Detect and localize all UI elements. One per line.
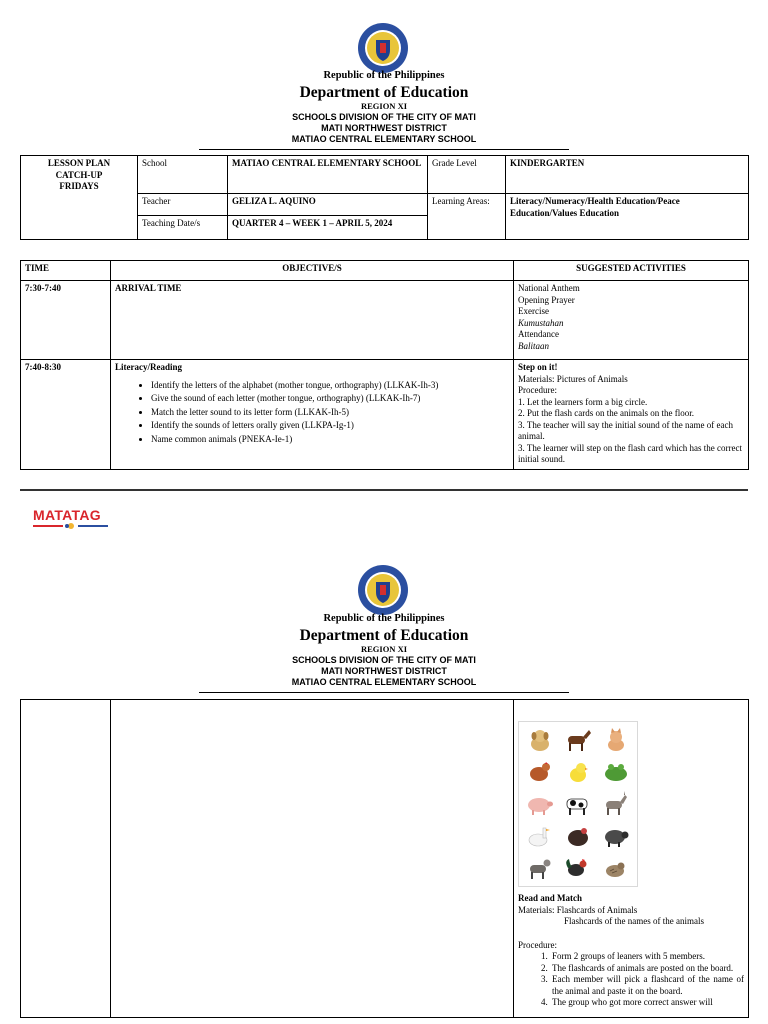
learning-areas-label: Learning Areas: — [428, 194, 506, 240]
district-heading-page2: MATI NORTHWEST DISTRICT — [321, 666, 447, 676]
activity-item: Kumustahan — [518, 317, 564, 328]
grade-level-value: KINDERGARTEN — [506, 156, 749, 194]
row2-activities — [514, 360, 749, 470]
procedure-step: 2. The flashcards of animals are posted on the board. — [550, 963, 744, 975]
animal-pictures-grid — [518, 721, 638, 887]
teacher-value: GELIZA L. AQUINO — [228, 194, 428, 216]
puppy-icon — [522, 725, 558, 755]
department-heading: Department of Education — [299, 84, 469, 101]
kitten-icon — [598, 725, 634, 755]
hen-icon — [522, 757, 558, 787]
lesson-plan-title: LESSON PLAN CATCH-UP FRIDAYS — [21, 156, 138, 240]
division-heading: SCHOOLS DIVISION OF THE CITY OF MATI — [292, 112, 476, 122]
republic-heading: Republic of the Philippines — [323, 70, 445, 81]
department-heading-page2: Department of Education — [299, 627, 469, 644]
activity-item: Balitaan — [518, 340, 549, 351]
objective-item: • Name common animals (PNEKA-Ie-1) — [151, 434, 509, 446]
procedure-step: 3. Each member will pick a flashcard of the name of the animal and paste it on the board. — [550, 974, 744, 997]
procedure-list — [518, 951, 744, 1009]
objective-list — [115, 380, 509, 446]
materials-line: Materials: Flashcards of Animals — [518, 904, 638, 915]
region-heading: REGION XI — [360, 101, 408, 111]
objective-item: • Identify the sounds of letters orally given (LLKPA-Ig-1) — [151, 420, 509, 432]
matatag-tagline-icon — [33, 523, 109, 529]
turkey-icon — [560, 821, 596, 851]
pig-icon — [522, 789, 558, 819]
procedure-step: 3. The learner will step on the flash card which has the correct initial sound. — [518, 442, 742, 464]
goat-icon — [522, 853, 558, 883]
school-heading-page2: MATIAO CENTRAL ELEMENTARY SCHOOL — [291, 677, 477, 687]
time-header: TIME — [21, 261, 111, 281]
materials-line: Flashcards of the names of the animals — [564, 916, 704, 926]
row2-time: 7:40-8:30 — [21, 360, 111, 470]
teaching-dates-value: QUARTER 4 – WEEK 1 – APRIL 5, 2024 — [228, 216, 428, 240]
objective-item: • Match the letter sound to its letter form (LLKAK-Ih-5) — [151, 407, 509, 419]
header-divider-page2 — [199, 692, 569, 693]
schedule-table-page2 — [20, 699, 749, 1018]
row1-time: 7:30-7:40 — [21, 281, 111, 360]
page2-time-cell — [21, 700, 111, 1018]
donkey-icon — [598, 789, 634, 819]
procedure-step: 2. Put the flash cards on the animals on the floor. — [518, 408, 694, 418]
teaching-dates-label: Teaching Date/s — [138, 216, 228, 240]
activity-title: Step on it! — [518, 362, 558, 372]
division-heading-page2: SCHOOLS DIVISION OF THE CITY OF MATI — [292, 655, 476, 665]
objective-item: • Identify the letters of the alphabet (mother tongue, orthography) (LLKAK-Ih-3) — [151, 380, 509, 392]
objectives-header: OBJECTIVE/S — [111, 261, 514, 281]
deped-seal-icon — [357, 22, 409, 74]
school-label: School — [138, 156, 228, 194]
schedule-table — [20, 260, 749, 470]
materials-line: Materials: Pictures of Animals — [518, 373, 628, 384]
page2-objectives-cell — [111, 700, 514, 1018]
quail-icon — [598, 853, 634, 883]
goose-icon — [522, 821, 558, 851]
procedure-label: Procedure: — [518, 385, 557, 395]
lesson-info-table — [20, 155, 749, 240]
chick-icon — [560, 757, 596, 787]
activity-item: Opening Prayer — [518, 294, 575, 305]
row1-activities — [514, 281, 749, 360]
read-match-title: Read and Match — [518, 893, 583, 903]
page-footer-line — [20, 489, 748, 491]
rooster-icon — [560, 853, 596, 883]
activities-header: SUGGESTED ACTIVITIES — [514, 261, 749, 281]
frog-icon — [598, 757, 634, 787]
procedure-step: 1. Form 2 groups of leaners with 5 members. — [550, 951, 744, 963]
horse-icon — [560, 725, 596, 755]
region-heading-page2: REGION XI — [360, 644, 408, 654]
district-heading: MATI NORTHWEST DISTRICT — [321, 123, 447, 133]
republic-heading-page2: Republic of the Philippines — [323, 613, 445, 624]
procedure-step: 1. Let the learners form a big circle. — [518, 396, 648, 407]
school-heading: MATIAO CENTRAL ELEMENTARY SCHOOL — [291, 134, 477, 144]
objective-item: • Give the sound of each letter (mother tongue, orthography) (LLKAK-Ih-7) — [151, 393, 509, 405]
objective-title: Literacy/Reading — [115, 362, 182, 372]
row1-objective: ARRIVAL TIME — [111, 281, 514, 360]
header-divider — [199, 149, 569, 150]
page2-activities-cell — [514, 700, 749, 1018]
activity-item: Attendance — [518, 329, 559, 339]
activity-item: National Anthem — [518, 283, 580, 293]
matatag-logo: MATATAG — [33, 507, 101, 523]
deped-seal-icon-page2 — [357, 564, 409, 616]
row2-objectives — [111, 360, 514, 470]
teacher-label: Teacher — [138, 194, 228, 216]
cow-icon — [560, 789, 596, 819]
activity-item: Exercise — [518, 306, 549, 316]
grade-level-label: Grade Level — [428, 156, 506, 194]
learning-areas-value: Literacy/Numeracy/Health Education/Peace Education/Values Education — [506, 194, 749, 240]
procedure-step: 4. The group who got more correct answer will — [550, 997, 744, 1009]
procedure-step: 3. The teacher will say the initial sound of the name of each animal. — [518, 419, 734, 441]
school-value: MATIAO CENTRAL ELEMENTARY SCHOOL — [228, 156, 428, 194]
sheep-icon — [598, 821, 634, 851]
procedure-label: Procedure: — [518, 939, 557, 950]
